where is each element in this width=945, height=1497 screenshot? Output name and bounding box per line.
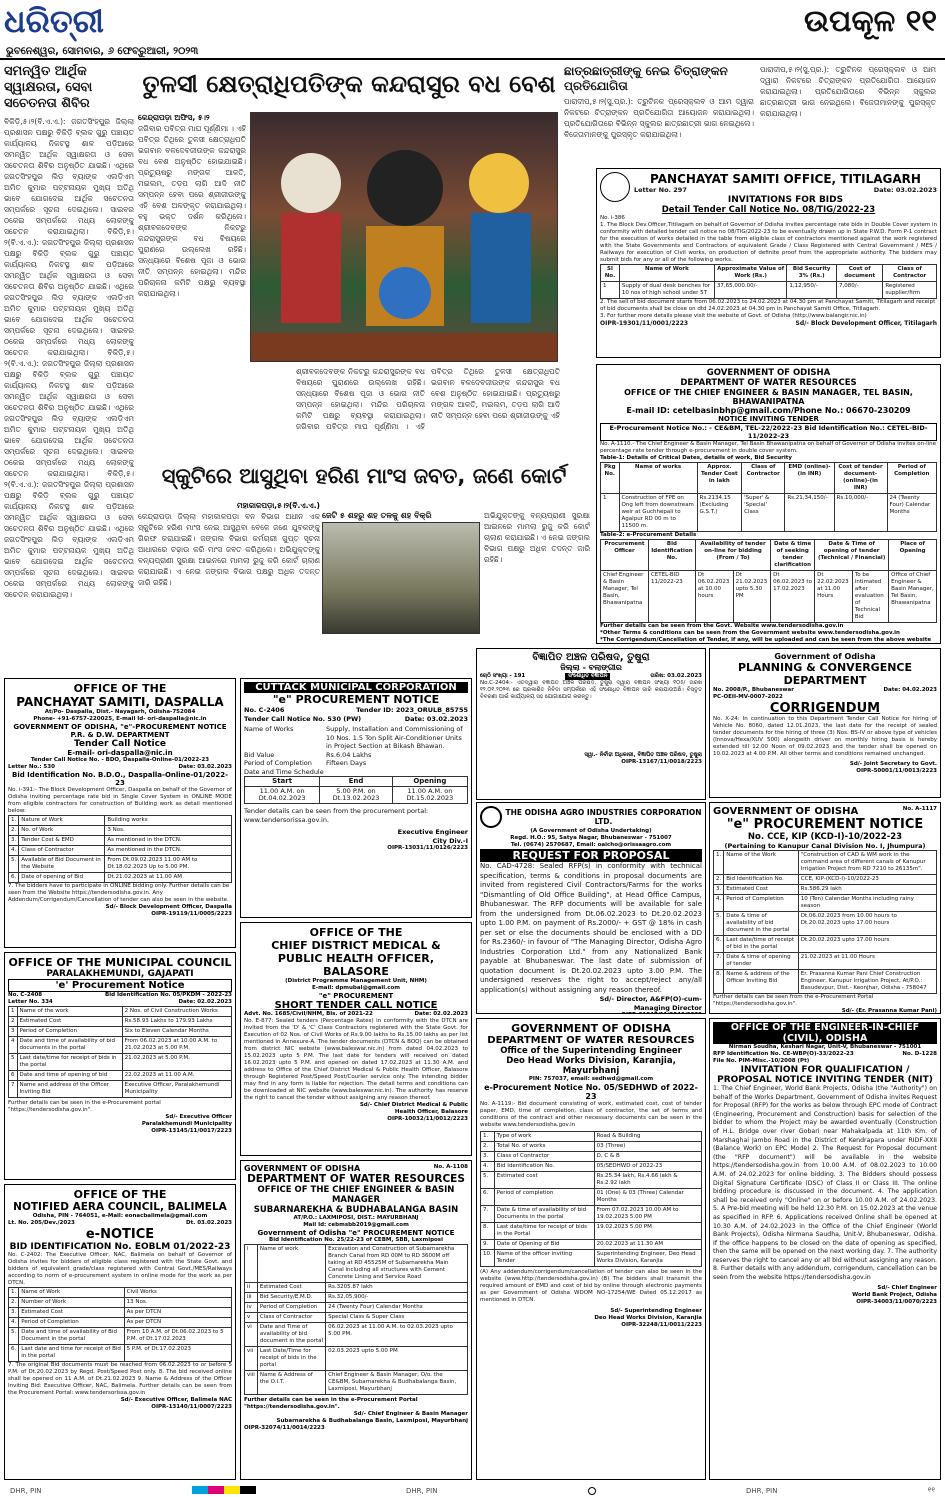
table-cell: 3 [9, 1027, 18, 1037]
dateline: ଭୁବନେଶ୍ୱର, ସୋମବାର, ୬ ଫେବ୍ରୁଆରୀ, ୨୦୨୩ [0, 44, 470, 60]
table-cell: Dt.20.02.2023 upto 17.00 hours [798, 936, 936, 953]
table-cell: Rs.2134.15 (Excluding G.S.T.) [697, 494, 742, 532]
table-cell: 1,12,950/- [787, 281, 837, 298]
ad-engineer-in-chief: OFFICE OF THE ENGINEER-IN-CHIEF (CIVIL), ODISHA Nirman Soudha, Keshari Nagar, Unit-V, Bhubaneswar - 751001 RFP Identification No. CE-WBP(O)-33/2022-23 No. D-1228 File No. PIM-Misc.-10/2008 (Pt) INVITATION FOR QUALIFICATION / PROPOSAL NOTICE INVITING TENDER (NIT) 1. The Chief Engineer, World Bank Projects, Odisha (the "Authority") on behalf of the Works Department, Government of Odisha invites Request for Proposal (RFP) for the works as below through EPC mode of Contract (Engineering, Procurement and Construction) basis for selection of the bidder to whom the Project may be awarded eventually (Construction of H.L. Bridge over river Gobari near Mahakalpada at 11th Km. of Marshaghai Jambo Road in the District of Kendrapara under RIDF-XXII (Balance Work) on EPC Mode) 2. The Request for Proposal document (the "RFP document") will be available in the website https://tendersodisha.gov.in from 10.00 A.M. of 08.02.2023 to 10.00 A.M. of 24.02.2023 for online bidding. 3. The Bidders should possess Digital Signature Certificate (DSC) of Class II or Class III. The online bidding procedure is discussed in the document. 4. The application shall be received only "Online" on or before 10.00 A.M. of 24.02.2023. 5. A Pre-bid meeting will be held 12.30 P.M. on 15.02.2023 at the venue as specified in RFP. 6. Applications received Online shall be opened at 10.30 A.M. of 24.02.2023 in the Office of the Chief Engineer (World Bank Projects), Odisha Nirmana Saudha, Unit-V, Bhubaneswar, Odisha. If the office happens to be closed on the date of opening as specified, then the same will be opened on the next working day. 7. The authority reserves the right to cancel any or all bid without assigning any reason. 8. Further details with any addendum, corrigendum, cancellation can be seen from the website https://tendersodisha.gov.in Sd/- Chief Engineer World Bank Project, Odisha OIPR-34003/11/0070/2223 [709, 1018, 941, 1480]
table-cell: 3 Nos. [105, 826, 232, 836]
table-cell: Name of the officer inviting Tender [494, 1250, 594, 1267]
table-cell: Dt 22.02.2023 at 11.00 Hours [815, 571, 853, 623]
table-cell: 7. [481, 1206, 495, 1223]
story-headline-deer-meat: ସ୍କୁଟିରେ ଆସୁଥିବା ହରିଣ ମାଂସ ଜବତ, ଜଣେ କୋର୍ଟ [161, 464, 567, 488]
table-cell: 9. [481, 1240, 495, 1250]
table-cell: Last date/time for receipt of bids in the Portal [494, 1223, 594, 1240]
table-cell: 06.02.2023 at 11.00 A.M. to 02.03.2023 upto 5.00 PM. [326, 1323, 468, 1347]
table-cell: 8. [714, 970, 724, 994]
table-cell: Rs.25.34 lakh, Rs.4.66 lakh & Rs.2.92 lakh [594, 1172, 701, 1189]
story-headline: ଛାତ୍ରଛାତ୍ରୀଙ୍କୁ ନେଇ ଚିତ୍ରାଙ୍କନ ପ୍ରତିଯୋଗିତା [564, 64, 728, 93]
table-cell: Civil Works [124, 1288, 231, 1298]
story-body: ବିକିଡ଼ି,୫।୨(ବି.ଏ.ଏ.): ଜଗତସିଂହପୁର ଜିଲ୍ଲା ପ୍ରଶାସନ ପକ୍ଷରୁ ବିକିଡ଼ି ବ୍ଲକ ଗୁରୁ ପଞ୍ଚାୟତ କାର୍ଯ୍ୟାଳୟ ନିକଟସ୍ଥ ଶାଳ ପଡ଼ିଆରେ ସମନ୍ୱିତ ଆର୍ଥିକ ସ୍ୱାକ୍ଷରତା ଓ ସେବା ସଚେତନତା ଶିବିର ଅନୁଷ୍ଠିତ ଯାଇଛି। ଏଥିରେ ଜଗତସିଂହପୁର ଲିଡ଼ ବ୍ୟାଙ୍କ ଏଲଡ଼ିଏମ ଅମିତ କୁମାର ପଟ୍ଟନାୟକ ମୁଖ୍ୟ ଅତିଥି ଭାବେ ଯୋଗଦେଇ ଆର୍ଥିକ ସଚେତନତା ସମ୍ପର୍କରେ ସୂଚନା ଦେଇଥିଲେ। ସାଇବର ଠକେଇ ସମ୍ପର୍କରେ ମଧ୍ୟ ଲୋକଙ୍କୁ ସଚେତନ କରାଯାଇଥିଲା। ବିକିଡ଼ି,୫।୨(ବି.ଏ.ଏ.): ଜଗତସିଂହପୁର ଜିଲ୍ଲା ପ୍ରଶାସନ ପକ୍ଷରୁ ବିକିଡ଼ି ବ୍ଲକ ଗୁରୁ ପଞ୍ଚାୟତ କାର୍ଯ୍ୟାଳୟ ନିକଟସ୍ଥ ଶାଳ ପଡ଼ିଆରେ ସମନ୍ୱିତ ଆର୍ଥିକ ସ୍ୱାକ୍ଷରତା ଓ ସେବା ସଚେତନତା ଶିବିର ଅନୁଷ୍ଠିତ ଯାଇଛି। ଏଥିରେ ଜଗତସିଂହପୁର ଲିଡ଼ ବ୍ୟାଙ୍କ ଏଲଡ଼ିଏମ ଅମିତ କୁମାର ପଟ୍ଟନାୟକ ମୁଖ୍ୟ ଅତିଥି ଭାବେ ଯୋଗଦେଇ ଆର୍ଥିକ ସଚେତନତା ସମ୍ପର୍କରେ ସୂଚନା ଦେଇଥିଲେ। ସାଇବର ଠକେଇ ସମ୍ପର୍କରେ ମଧ୍ୟ ଲୋକଙ୍କୁ ସଚେତନ କରାଯାଇଥିଲା। ବିକିଡ଼ି,୫।୨(ବି.ଏ.ଏ.): ଜଗତସିଂହପୁର ଜିଲ୍ଲା ପ୍ରଶାସନ ପକ୍ଷରୁ ବିକିଡ଼ି ବ୍ଲକ ଗୁରୁ ପଞ୍ଚାୟତ କାର୍ଯ୍ୟାଳୟ ନିକଟସ୍ଥ ଶାଳ ପଡ଼ିଆରେ ସମନ୍ୱିତ ଆର୍ଥିକ ସ୍ୱାକ୍ଷରତା ଓ ସେବା ସଚେତନତା ଶିବିର ଅନୁଷ୍ଠିତ ଯାଇଛି। ଏଥିରେ ଜଗତସିଂହପୁର ଲିଡ଼ ବ୍ୟାଙ୍କ ଏଲଡ଼ିଏମ ଅମିତ କୁମାର ପଟ୍ଟନାୟକ ମୁଖ୍ୟ ଅତିଥି ଭାବେ ଯୋଗଦେଇ ଆର୍ଥିକ ସଚେତନତା ସମ୍ପର୍କରେ ସୂଚନା ଦେଇଥିଲେ। ସାଇବର ଠକେଇ ସମ୍ପର୍କରେ ମଧ୍ୟ ଲୋକଙ୍କୁ ସଚେତନ କରାଯାଇଥିଲା। ବିକିଡ଼ି,୫।୨(ବି.ଏ.ଏ.): ଜଗତସିଂହପୁର ଜିଲ୍ଲା ପ୍ରଶାସନ ପକ୍ଷରୁ ବିକିଡ଼ି ବ୍ଲକ ଗୁରୁ ପଞ୍ଚାୟତ କାର୍ଯ୍ୟାଳୟ ନିକଟସ୍ଥ ଶାଳ ପଡ଼ିଆରେ ସମନ୍ୱିତ ଆର୍ଥିକ ସ୍ୱାକ୍ଷରତା ଓ ସେବା ସଚେତନତା ଶିବିର ଅନୁଷ୍ଠିତ ଯାଇଛି। ଏଥିରେ ଜଗତସିଂହପୁର ଲିଡ଼ ବ୍ୟାଙ୍କ ଏଲଡ଼ିଏମ ଅମିତ କୁମାର ପଟ୍ଟନାୟକ ମୁଖ୍ୟ ଅତିଥି ଭାବେ ଯୋଗଦେଇ ଆର୍ଥିକ ସଚେତନତା ସମ୍ପର୍କରେ ସୂଚନା ଦେଇଥିଲେ। ସାଇବର ଠକେଇ ସମ୍ପର୍କରେ ମଧ୍ୟ ଲୋକଙ୍କୁ ସଚେତନ କରାଯାଇଥିଲା। [4, 117, 134, 599]
table-cell: 20.02.2023 at 11.30 AM [594, 1240, 701, 1250]
table-cell: 19.02.2023 5.00 PM [594, 1223, 701, 1240]
table-cell: Rs.586.29 lakh [798, 885, 936, 895]
table-cell: From Dt.09.02.2023 11.00 AM to Dt.18.02.2023 Up to 5.00 PM. [105, 856, 232, 873]
table-cell: 1 [601, 494, 620, 532]
table-cell: 5 [9, 1054, 18, 1071]
table-cell: 5. [714, 912, 724, 936]
table-cell: Approximate Value of Work (Rs.) [714, 264, 786, 281]
table-cell: Name of the Work [724, 851, 799, 875]
temple-deity-photo [250, 112, 558, 362]
daspalla-table [8, 815, 232, 883]
ad-balimela-nac: OFFICE OF THE NOTIFIED AERA COUNCIL, BALIMELA Odisha, PIN - 764051, e-Mail: eonacbalimela@gmail.com Lt. No. 205/Dev./2023 Dt. 03.02.2023 e-NOTICE BID IDENTIFICATION No. EOBLM 01/2022-23 No. C-2402: The Executive Officer, NAC, Balimela on behalf of Governor of Odisha invites for bidders of eligible class registered with the State Govt. and bidders of equivalent grade/class registered with Central Govt./MES/Railways according to norm of e-procurement system in online mode for the work as per DTCN. 1. Name of Work Civil Works 2. Number of Work 13 Nos. 3. Estimated Cost As per DTCN 4. Period of Completion As per DTCN 5. Date and time of availability of Bid Document in the portal From 10 A.M. of Dt.06.02.2023 to 5 P.M. of Dt.17.02.2023 6. Last date and time for receipt of Bid in the portal 5 P.M. of Dt.17.02.2023 7. The original Bid documents must be reached from 06.02.2023 to or before 5 P.M. of Dt.20.02.2023 by Regd. Post/Speed Post only. 8. The bid received online shall be opened on 11 A.M. of Dt.21.02.2023 9. Name & Address of the Officer Inviting Bid: Executive Officer, NAC, Balimela. Further details can be seen from the Procurement Portal: www.tendersorissa.gov.in Sd/- Executive Officer, Balimela NAC OIPR-13140/11/0007/2223 [4, 1184, 236, 1480]
table-cell: 11.00 A.M. on Dt.04.02.2023 [245, 787, 320, 804]
table-cell: Date & time of opening of tender [724, 953, 799, 970]
story-headline-tulsi: ତୁଳସୀ କ୍ଷେତ୍ରାଧିପତିଙ୍କ କନ୍ଦରାସୁର ବଧ ବେଶ [142, 70, 556, 98]
table-cell: Name of works [619, 463, 697, 494]
table-cell: Cost of document [837, 264, 883, 281]
table-cell: Bid Identification No. [648, 540, 695, 571]
table-cell: Road & Building [594, 1132, 701, 1142]
table-cell: 21.02.2023 at 5.00 P.M. [122, 1054, 231, 1071]
table-cell: Class of Contractor [883, 264, 937, 281]
table-cell: 03 (Three) [594, 1142, 701, 1152]
table-cell: 5. [481, 1172, 495, 1189]
table-cell: Approx. Tender Cost in lakh [697, 463, 742, 494]
table-cell: Special Class & Super Class [326, 1313, 468, 1323]
table-cell: Estimated Cost [17, 1017, 122, 1027]
tel-basin-table-1 [600, 462, 937, 532]
table-cell: Last date/time of receipt of bid in the portal [724, 936, 799, 953]
story-body-tulsi-cont: ଶ୍ରୀବଳଦେବଙ୍କ ନିକଟରୁ କନ୍ଦରାସୁରଙ୍କ ବଧ ବିଷୟରେ ପୁରାଣରେ ଉଲ୍ଲେଖ ରହିଛି। ସନ୍ଧ୍ୟାରେ ବିଶେଷ ପୂଜା ଓ ଭୋଗ ନୀତି ସମ୍ପନ୍ନ ହୋଇଥିଲା। ମନ୍ଦିର ପରିଚାଳନା କମିଟି ପକ୍ଷରୁ ବ୍ୟବସ୍ଥା କରାଯାଇଥିଲା। ଜଗିବାର ପବିତ୍ର ମାଘ ପୂର୍ଣ୍ଣିମା । ଏହି ପବିତ୍ର ତିଥିରେ ତୁଳସୀ କ୍ଷେତ୍ରାଧିପତି ଭଗବାନ ବଳଦେବଜୀଉଙ୍କ କନ୍ଦରାସୁର ବଧ ବେଶ ଅନୁଷ୍ଠିତ ହୋଇଯାଇଛି। ପ୍ରତ୍ୟୁଷରୁ ମଙ୍ଗଳ ଆଳତି, ମଇଲମ, ତଡ଼ପ ଲାଗି ଆଦି ନୀତି ସମ୍ପନ୍ନ ହେବା ପରେ ଶ୍ରୀଜୀଉଙ୍କୁ ଏହି [296, 367, 560, 431]
table-cell: Rs.3205.87 lakh [326, 1283, 468, 1293]
table-cell: 7,080/- [837, 281, 883, 298]
table-cell: Period of Completion [257, 1303, 325, 1313]
table-cell: 5 P.M. of Dt.17.02.2023 [124, 1345, 231, 1362]
story-body-deer-cont: ଅଭିଯୁକ୍ତଙ୍କୁ ବନ୍ୟପ୍ରାଣୀ ସୁରକ୍ଷା ଆଇନରେ ମାମଲା ରୁଜୁ କରି କୋର୍ଟ ଚାଲାଣ କରାଯାଇଛି। ଏ ନେଇ ଜଙ୍ଗଲ ବିଭାଗ ପକ୍ଷରୁ ଅଧିକ ତଦନ୍ତ ଜାରି ରହିଛି। [484, 511, 590, 564]
table-cell: 37,65,000.00/- [714, 281, 786, 298]
seized-scooter-photo [322, 522, 480, 634]
story-body-tulsi: କେନ୍ଦ୍ରାପଡ଼ା ଅଫିସ, ୫।୨ ଜଗିବାର ପବିତ୍ର ମାଘ ପୂର୍ଣ୍ଣିମା । ଏହି ପବିତ୍ର ତିଥିରେ ତୁଳସୀ କ୍ଷେତ୍ରାଧିପତି ଭଗବାନ ବଳଦେବଜୀଉଙ୍କ କନ୍ଦରାସୁର ବଧ ବେଶ ଅନୁଷ୍ଠିତ ହୋଇଯାଇଛି। ପ୍ରତ୍ୟୁଷରୁ ମଙ୍ଗଳ ଆଳତି, ମଇଲମ, ତଡ଼ପ ଲାଗି ଆଦି ନୀତି ସମ୍ପନ୍ନ ହେବା ପରେ ଶ୍ରୀଜୀଉଙ୍କୁ ଏହି ବେଶ ଅଳଙ୍କୃତ କରାଯାଇଥିଲା। ବହୁ ଭକ୍ତ ଦର୍ଶନ କରିଥିଲେ। ଶ୍ରୀବଳଦେବଙ୍କ ନିକଟରୁ କନ୍ଦରାସୁରଙ୍କ ବଧ ବିଷୟରେ ପୁରାଣରେ ଉଲ୍ଲେଖ ରହିଛି। ସନ୍ଧ୍ୟାରେ ବିଶେଷ ପୂଜା ଓ ଭୋଗ ନୀତି ସମ୍ପନ୍ନ ହୋଇଥିଲା। ମନ୍ଦିର ପରିଚାଳନା କମିଟି ପକ୍ଷରୁ ବ୍ୟବସ୍ଥା କରାଯାଇଥିଲା। [138, 113, 246, 298]
table-cell: Available of Bid Document in the Website [19, 856, 105, 873]
table-cell: 21.02.2023 at 11.00 Hours [798, 953, 936, 970]
table-cell: Period of Completion [17, 1027, 122, 1037]
table-cell: Class of Contractor [19, 846, 105, 856]
table-cell: EMD (online)-(in INR) [785, 463, 834, 494]
ad-cuttack-municipal: CUTTACK MUNICIPAL CORPORATION "e" PROCUREMENT NOTICE No. C-2406 Tender ID: 2023_ORULB_85755 Tender Call Notice No. 530 (PW) Date: 03.02.2023 Name of Works Supply, Installation and Commissioning of 10 Nos. 1.5 Ton Split Air-Conditioner Units in Project Section at Bikash Bhawan. Bid Value Rs.6.04 Lakhs Period of Completion Fifteen Days Date and Time Schedule Start End Opening 11.00 A.M. on Dt.04.02.2023 5.00 P.M. on Dt.13.02.2023 11.00 A.M. on Dt.15.02.2023 Tender details can be seen from the procurement portal: www.tendersorissa.gov.in. Executive Engineer City Div.-I OIPR-13031/11/0126/2223 [240, 678, 472, 918]
registration-mark-icon [588, 1487, 596, 1495]
table-cell: viii [245, 1371, 258, 1395]
table-cell: Dt.21.02.2023 at 11.00 AM [105, 873, 232, 883]
table-cell: Estimated cost [494, 1172, 594, 1189]
table-cell: vi [245, 1323, 258, 1347]
table-cell: vii [245, 1347, 258, 1371]
table-cell: Supply of dual desk benches for 10 nos of high school under 5T [619, 281, 714, 298]
table-cell: 2 Nos. of Civil Construction Works [122, 1007, 231, 1017]
table-cell: Period of Completion [887, 463, 936, 494]
ad-nac-notice-odia: ବିଜ୍ଞାପିତ ଅଞ୍ଚଳ ପରିଷଦ, ତୁଷୁରା ଜିଲ୍ଲା - ବଲାଙ୍ଗୀର ଚୋଠି ସଂଖ୍ୟା - 191 ସଂଶୋଧିତ ବିଜ୍ଞାପନ ତାରିଖ: 03.02.2023 No.C-2404:- ଏତଦ୍ୱାରା ବିଜ୍ଞାପିତ ଅଞ୍ଚଳ ପରିଷଦ, ତୁଷୁରା ଦ୍ୱାରା ବିଜ୍ଞାପନ ସଂଖ୍ୟା ୧୦୫/ ତାରିଖ ୧୨.୦୧.୨୦୨୩ ରେ ପ୍ରକାଶିତ ନିବିଦା ସମ୍ପର୍କରେ ଏହି ସଂଶୋଧିତ ବିଜ୍ଞାପନ ଜାରି କରାଯାଉଅଛି। ବିସ୍ତୃତ ବିବରଣୀ ପାଇଁ କାର୍ଯ୍ୟାଳୟ ସହ ଯୋଗାଯୋଗ କରନ୍ତୁ। ସ୍ୱା.- ନିର୍ବାହୀ ଅଧିକାରୀ, ବିଜ୍ଞାପିତ ଅଞ୍ଚଳ ପରିଷଦ, ତୁଷୁରା OIPR-13167/11/0018/2223 [476, 648, 706, 800]
table-cell: Bid Security 3% (Rs.) [787, 264, 837, 281]
table-cell: 5. [9, 1328, 19, 1345]
table-cell: Estimated Cost [257, 1283, 325, 1293]
table-cell: Dt 06.02.2023 at 10.00 hours [695, 571, 733, 623]
table-cell: iii [245, 1293, 258, 1303]
table-cell: Chief Engineer & Basin Manager, O/o. the CE&BM, Subarnarekha & Budhabalanga Basin, Laxmiposi, Mayurbhanj [326, 1371, 468, 1395]
table-cell: 1. [714, 851, 724, 875]
table-cell: 1. [9, 1288, 19, 1298]
table-cell: Name & Address of the O.I.T. [257, 1371, 325, 1395]
table-cell: Place of Opening [889, 540, 937, 571]
ad-paralakhemundi: OFFICE OF THE MUNICIPAL COUNCIL PARALAKHEMUNDI, GAJAPATI 'e' Procurement Notice No. C-2408 Bid Identification No. 05/PKDM - 2022-23 Letter No. 334 Date: 02.02.2023 1 Name of the work 2 Nos. of Civil Construction Works 2 Estimated Cost Rs.58.93 Lakhs to 179.93 Lakhs 3 Period of Completion Six to Eleven Calendar Months 4 Date and time of availability of bid documents in the portal From 06.02.2023 at 10.00 A.M. to 21.02.2023 at 5.00 P.M. 5 Last date/time for receipt of bids in the portal 21.02.2023 at 5.00 P.M. 6 Date and time of opening of bid 22.02.2023 at 11.00 A.M. 7 Name and address of the Officer Inviting Bid Executive Officer, Paralakhemundi Municipality Further details can be seen in the e-Procurement portal "https://tendersodisha.gov.in". Sd/- Executive Officer Paralakhemundi Municipality OIPR-13145/11/0017/2223 [4, 952, 236, 1180]
table-cell: Dt.06.02.2023 from 10.00 hours to Dt.20.02.2023 upto 17.00 hours [798, 912, 936, 936]
table-cell: Start [245, 777, 320, 787]
table-cell: Date & Time of opening of tender (Technical / Financial) [815, 540, 889, 571]
table-cell: Date & time of seeking tender clarification [771, 540, 815, 571]
table-cell: Six to Eleven Calendar Months [122, 1027, 231, 1037]
ad-titilagarh: PANCHAYAT SAMITI OFFICE, TITILAGARH Letter No. 297 Date: 03.02.2023 INVITATIONS FOR BIDS Detail Tender Call Notice No. 08/TIG/2022-23 No. i-386 1. The Block Dev.Officer,Titilagarh on behalf of Governor of Odisha invites percentage rate bids in Double Cover system in conformity with detailed tender call notice no 08/TIG/2022-23 to be eventually drawn up in State P.W.D. Form P-1 contract for the execution of works detailed in the table from eligible class of contractors mentioned against the work registered with the State Governments and Contractors of equivalent Grade / Class Registered with Central Government / MES / Railways for execution of Civil works, on production of definite proof from the appropriate authority. The bidders may submit bids for any or all of the following works. Sl No. Name of Work Approximate Value of Work (Rs.) Bid Security 3% (Rs.) Cost of document Class of Contractor 1 Supply of dual desk benches for 10 nos of high school under 5T 37,65,000.00/- 1,12,950/- 7,080/- Registered supplier/firm 2. The sell of bid document starts from 06.02.2023 to 24.02.2023 at 04.30 pm at Panchayat Samiti, Titilagarh and receipt of bid documents shall be close on dtd 24.02.2023 at 04.30 pm in Panchayat Samiti Office, Titilagarh. 3. For further more details please visit the website of Govt. of Odisha (http://www.balangir.nic.in) OIPR-19301/11/0001/2223 Sd/- Block Development Officer, Titilagarh [596, 168, 941, 358]
table-cell: Date and time of availability of Bid Document in the portal [19, 1328, 124, 1345]
table-cell: Tender Cost & EMD [19, 836, 105, 846]
table-cell: Bid Security/E.M.D. [257, 1293, 325, 1303]
table-cell: Chief Engineer & Basin Manager, Tel Basin, Bhawanipatna [601, 571, 649, 623]
table-cell: 24 (Twenty Four) Calendar Months [887, 494, 936, 532]
ad-daspalla: OFFICE OF THE PANCHAYAT SAMITI, DASPALLA At/Po- Daspalla, Dist.- Nayagarh, Odisha-752084 Phone- +91-6757-220025, E-mail Id- ori-daspalla@nic.in GOVERNMENT OF ODISHA, "e"-PROCUREMENT NOTICE P.R. & D.W. DEPARTMENT Tender Call Notice E-mail- ori-daspalla@nic.in Tender Call Notice No. - BDO, Daspalla-Online-01/2022-23 Letter No.: 530 Date: 03.02.2023 Bid Identification No. B.D.O., Daspalla-Online-01/2022-23 No. i-391:- The Block Development Officer, Daspalla on behalf of the Governor of Odisha inviting percentage rate bid in Single Cover System in ONLINE MODE from eligible contractors for construction of Building work as detail mentioned below: 1. Nature of Work Building works 2. No. of Work 3 Nos. 3. Tender Cost & EMD As mentioned in the DTCN. 4. Class of Contractor As mentioned in the DTCN. 5. Available of Bid Document in the Website From Dt.09.02.2023 11.00 AM to Dt.18.02.2023 Up to 5.00 PM. 6. Date of opening of Bid Dt.21.02.2023 at 11.00 AM 7. The bidders have to participate in ONLINE bidding only. Further details can be seen from the Website https://tendersodisha.gov.in. Any Addendum/Corrigendum/Cancellation of tender can also be seen in the website. Sd/- Block Development Officer, Daspalla OIPR-19119/11/0005/2223 [4, 678, 236, 948]
table-cell: v [245, 1313, 258, 1323]
table-cell: As per DTCN [124, 1308, 231, 1318]
table-cell: Rs.10,000/- [834, 494, 887, 532]
table-cell: Type of work [494, 1132, 594, 1142]
table-cell: Registered supplier/firm [883, 281, 937, 298]
table-cell: i [245, 1245, 258, 1283]
table-cell: Pkg No. [601, 463, 620, 494]
masthead [0, 0, 945, 44]
table-cell: Building works [105, 816, 232, 826]
table-cell: 1. [9, 816, 19, 826]
balimela-table [8, 1287, 232, 1362]
table-cell: Class of Contractor [257, 1313, 325, 1323]
table-cell: 6 [9, 1071, 18, 1081]
table-cell: From 10 A.M. of Dt.06.02.2023 to 5 P.M. of Dt.17.02.2023 [124, 1328, 231, 1345]
table-cell: 05/SEDHWD of 2022-23 [594, 1162, 701, 1172]
titilagarh-table [600, 264, 937, 299]
table-cell: Period of completion [494, 1189, 594, 1206]
table-cell: 2. [9, 1298, 19, 1308]
page-footer: DHR, PIN DHR, PIN DHR, PIN ୧୧ [10, 1486, 935, 1495]
table-cell: As mentioned in the DTCN. [105, 836, 232, 846]
ad-odisha-agro: THE ODISHA AGRO INDUSTRIES CORPORATION LTD. (A Government of Odisha Undertaking) Regd. H.O.: 95, Satya Nagar, Bhubaneswar - 751007 Tel. (0674) 2570687, Email: oaicho@orissaagro.com REQUEST FOR PROPOSAL No. CAD-4728: Sealed RFP(s) in conformity with technical specification, terms & conditions in proposal documents are invited from registered Civil Contractors/Farms for the works "Dismantling of Old Office Building", at Head Office Campus, Bhubaneswar. The RFP documents will be available for sale from the undersigned from Dt.06.02.2023 to Dt.20.02.2023 upto 1.00 P.M. on payment of Rs.2000/- + GST @ 18% in cash per set or else the documents should be enclosed with a DD for Rs.2360/- in favour of "The Managing Director, Odisha Agro Industries Corporation Ltd." from any Nationalized Bank payable at Bhubaneswar. The last date of submission of quotation document is Dt.20.02.2023 upto 3.00 P.M. The undersigned reserves the right to accept/reject any/all application(s) without assigning any reason thereof. Sd/- Director, A&FP(O)-cum- Managing Director [476, 802, 706, 1014]
karanjia-table [480, 1131, 702, 1267]
table-cell: End [320, 777, 392, 787]
table-cell: Rs.21,34,150/- [785, 494, 834, 532]
table-cell: Last date/time for receipt of bids in the portal [17, 1054, 122, 1071]
ad-cdmo-balasore: OFFICE OF THE CHIEF DISTRICT MEDICAL & PUBLIC HEALTH OFFICER, BALASORE (District Programme Management Unit, NHM) E-mail: dpmubal@gmail.com "e" PROCUREMENT SHORT TENDER CALL NOTICE Advt. No. 1685/Civil/NHM, Bls. of 2021-22 Date: 02.02.2023 No. E-877: Sealed tenders (Percentage Rates) in conformity with the DTCN are invited from the 'D' & 'C' Class Contractors registered with the State Govt. for Execution of 02 Nos. of Civil Works of Rs.9.00 lakhs to Rs.15.00 lakhs as per list mentioned in Annexure-A. The tender documents (DTCN & BOQ) can be obtained from district NIC website (www.baleswar.nic.in) from dated 04.02.2023 to 15.02.2023 upto 5 P.M. The last date for tenders will received on dated 16.02.2023 upto 5 P.M. and opened on dated 17.02.2023 at 11.30 A.M. and address to Office of the Chief District Medical & Public Health Officer, Balasore through Registered Post/Speed Post/Courier service only. The intending bidder may find in any form is liable for rejection. The detail terms and conditions can be downloaded at NIC website (www.baleswar.nic.in). The authority has reserve the right to cancel the tender without assigning any reason thereof. Sd/- Chief District Medical & Public Health Officer, Balasore OIPR-10032/11/0012/2223 [240, 922, 472, 1156]
table-cell: Rs.58.93 Lakhs to 179.93 Lakhs [122, 1017, 231, 1027]
table-cell: Date and time of opening of bid [17, 1071, 122, 1081]
table-cell: 6. [714, 936, 724, 953]
table-cell: Bid Identification No. [724, 875, 799, 885]
table-cell: Excavation and Construction of Subarnarekha Branch Canal from RD 00M to RD 3600M off taking at RD 45525M of Subarnarekha Main Canal including all structures with Cement Concrete Lining and Service Road [326, 1245, 468, 1283]
table-cell: Date and Time of availability of bid document in the portal [257, 1323, 325, 1347]
table-cell: 3. [9, 836, 19, 846]
table-cell: 4. [9, 846, 19, 856]
table-cell: "Construction of CAD & WM work in the command area of different canals of Kanupur Irrigation Project from RD 7210 to 26135m". [798, 851, 936, 875]
table-cell: Opening [392, 777, 467, 787]
table-cell: Bid Identification No. [494, 1162, 594, 1172]
table-cell: Construction of FPE on Ong left from downstream weir at Guchhepali to Agalpur RD 00 m to 11500 m. [619, 494, 697, 532]
table-cell: Class of Contractor [494, 1152, 594, 1162]
table-cell: 2 [9, 1017, 18, 1027]
table-cell: Date and time of availability of bid documents in the portal [17, 1037, 122, 1054]
table-cell: Name & address of the Officer Inviting Bid [724, 970, 799, 994]
table-cell: Date & time of availability of bid document in the portal [724, 912, 799, 936]
table-cell: Number of Work [19, 1298, 124, 1308]
oaic-logo-icon [480, 806, 502, 828]
table-cell: 8. [481, 1223, 495, 1240]
story-body-deer: ମହାକାଳପଡ଼ା,୫।୨(ବି.ଏ.ଏ.) କେନ୍ଦ୍ରାପଡ଼ା ଜିଲ୍ଲା ମହାକାଳପଡ଼ା ବନ ବିଭାଗ ଅଧୀନ ଏକ ସ୍କୁଟିରେ ହରିଣ ମାଂସ ନେଇ ଆସୁଥିବା ବେଳେ ଜଣେ ଯୁବକଙ୍କୁ ଗିରଫ କରାଯାଇଛି। ଜଙ୍ଗଲ ବିଭାଗ କର୍ମଚାରୀ ଗୁପ୍ତ ସୂଚନା ଆଧାରରେ ଚଢ଼ାଉ କରି ମାଂସ ଜବତ କରିଥିଲେ। ଅଭିଯୁକ୍ତଙ୍କୁ ବନ୍ୟପ୍ରାଣୀ ସୁରକ୍ଷା ଆଇନରେ ମାମଲା ରୁଜୁ କରି କୋର୍ଟ ଚାଲାଣ କରାଯାଇଛି। ଏ ନେଇ ଜଙ୍ଗଲ ବିଭାଗ ପକ୍ଷରୁ ଅଧିକ ତଦନ୍ତ ଜାରି ରହିଛି। [138, 501, 320, 587]
table-cell: ii [245, 1283, 258, 1293]
table-cell: 24 (Twenty Four) Calendar Months [326, 1303, 468, 1313]
table-cell: 22.02.2023 at 11.00 A.M. [122, 1071, 231, 1081]
table-cell: Class of Contractor [742, 463, 785, 494]
table-cell: Date & time of availability of bid Documents in the portal [494, 1206, 594, 1223]
subarnarekha-table [244, 1244, 468, 1395]
table-cell: From 06.02.2023 at 10.00 A.M. to 21.02.2023 at 5.00 P.M. [122, 1037, 231, 1054]
table-cell: Er. Prasanna Kumar Pani Chief Construction Engineer, Kanupur Irrigation Project, At/P.O.: Basudevpur, Dist.- Keonjhar, Odisha - 758047 [798, 970, 936, 994]
table-cell: Name of work [257, 1245, 325, 1283]
table-cell: As per DTCN [124, 1318, 231, 1328]
table-cell: Estimated Cost [19, 1308, 124, 1318]
table-cell: 5.00 P.M. on Dt.13.02.2023 [320, 787, 392, 804]
table-cell: CCE, KIP-(KCD-I)-10/2022-23 [798, 875, 936, 885]
tel-basin-table-2 [600, 539, 937, 623]
table-cell: 3. [9, 1308, 19, 1318]
story-body-cont: ପାରାଦୀପ,୫।୨(ସୁ.ପ୍ର.): ତ୍ରୁଟିନକ ପ୍ରେସ୍‌କ୍ଲବ ଓ ଆମ ଦ୍ୱାରା ନିକଟରେ ଚିତ୍ରାଙ୍କନ ପ୍ରତିଯୋଗିତା ଆୟୋଜନ କରାଯାଇଥିଲା। ପ୍ରତିଯୋଗିତାରେ ବିଭିନ୍ନ ସ୍କୁଲର ଛାତ୍ରଛାତ୍ରୀ ଭାଗ ନେଇଥିଲେ। ବିଜେତାମାନଙ୍କୁ ପୁରସ୍କୃତ କରାଯାଇଥିଲା। [760, 65, 936, 118]
table-cell: Availability of tender on-line for bidding (From / To) [695, 540, 770, 571]
table-cell: 4. [714, 895, 724, 912]
table-cell: From 07.02.2023 10.00 AM to 19.02.2023 5.00 PM [594, 1206, 701, 1223]
table-cell: No. of Work [19, 826, 105, 836]
table-cell: 'Super' & 'Special' Class [742, 494, 785, 532]
newspaper-logo: ଧରିତ୍ରୀ [4, 2, 104, 40]
table-cell: Name and address of the Officer Inviting Bid [17, 1081, 122, 1098]
table-cell: 4. [481, 1162, 495, 1172]
table-cell: Rs.32,05,900/- [326, 1293, 468, 1303]
table-cell: Procurement Officer [601, 540, 649, 571]
table-cell: 01 (One) & 03 (Three) Calendar Months [594, 1189, 701, 1206]
table-cell: D, C & B [594, 1152, 701, 1162]
table-cell: 6. [481, 1189, 495, 1206]
deer-meat-photo-block: ଜେଟି ୫ ଶହରୁ ଶହ ତଳକୁ ଶହ ବିକ୍ରି [322, 510, 480, 638]
ad-planning-convergence: Government of Odisha PLANNING & CONVERGENCE DEPARTMENT No. 2008/P., Bhubaneswar Date: 04.02.2023 PC-OEII-MV-0007-2022 CORRIGENDUM No. X-24: In continuation to this Department Tender Call Notice for hiring of Vehicle No. 8060, dated 12.01.2023, the last date for the receipt of sealed tender documents for the hiring of three (3) Nos. BS-IV or above type of vehicles (Innova/Hexa/XUV 500) alongwith driver on monthly hiring basis is hereby extended till 12.00 Noon of 09.02.2023 and the tender shall be opened on 10.02.2023 at 4.00 P.M. All other terms and conditions remained unchanged. Sd/- Joint Secretary to Govt. OIPR-50001/11/0013/2223 [709, 648, 941, 798]
table-cell: Nature of Work [19, 816, 105, 826]
story-drawing-competition: ଛାତ୍ରଛାତ୍ରୀଙ୍କୁ ନେଇ ଚିତ୍ରାଙ୍କନ ପ୍ରତିଯୋଗିତା ପାରାଦୀପ,୫।୨(ସୁ.ପ୍ର.): ତ୍ରୁଟିନକ ପ୍ରେସ୍‌କ୍ଲବ ଓ ଆମ ଦ୍ୱାରା ନିକଟରେ ଚିତ୍ରାଙ୍କନ ପ୍ରତିଯୋଗିତା ଆୟୋଜନ କରାଯାଇଥିଲା। ପ୍ରତିଯୋଗିତାରେ ବିଭିନ୍ନ ସ୍କୁଲର ଛାତ୍ରଛାତ୍ରୀ ଭାଗ ନେଇଥିଲେ। ବିଜେତାମାନଙ୍କୁ ପୁରସ୍କୃତ କରାଯାଇଥିଲା। ପାରାଦୀପ,୫।୨(ସୁ.ପ୍ର.): ତ୍ରୁଟିନକ ପ୍ରେସ୍‌କ୍ଲବ ଓ ଆମ ଦ୍ୱାରା ନିକଟରେ ଚିତ୍ରାଙ୍କନ ପ୍ରତିଯୋଗିତା ଆୟୋଜନ କରାଯାଇଥିଲା। ପ୍ରତିଯୋଗିତାରେ ବିଭିନ୍ନ ସ୍କୁଲର ଛାତ୍ରଛାତ୍ରୀ ଭାଗ ନେଇଥିଲେ। ବିଜେତାମାନଙ୍କୁ ପୁରସ୍କୃତ କରାଯାଇଥିଲା। [564, 64, 936, 168]
table-cell: Last Date/Time for receipt of bids in the portal [257, 1347, 325, 1371]
story-financial-literacy [4, 64, 134, 654]
deity-illustration [251, 113, 558, 362]
table-cell: 7. [714, 953, 724, 970]
table-cell: 3. [714, 885, 724, 895]
table-cell: Period of Completion [19, 1318, 124, 1328]
table-cell: 6. [9, 873, 19, 883]
section-title: ଉପକୂଳ ୧୧ [804, 4, 937, 39]
table-cell: 7 [9, 1081, 18, 1098]
table-cell: iv [245, 1303, 258, 1313]
table-cell: Date of Opening of Bid [494, 1240, 594, 1250]
table-cell: 2. [714, 875, 724, 885]
table-cell: Date of opening of Bid [19, 873, 105, 883]
table-cell: 02.03.2023 upto 5.00 PM [326, 1347, 468, 1371]
table-cell: 2. [9, 826, 19, 836]
ad-karanjia-water-resources: GOVERNMENT OF ODISHA DEPARTMENT OF WATER RESOURCES Office of the Superintending Engineer Deo Head Works Division, Karanjia, Mayurbhanj PIN: 757037, email: sedhwd@gmail.com e-Procurement Notice No. 05/SEDHWD of 2022-23 No. A-1119:- Bid document consisting of work, estimated cost, cost of tender paper, EMD, time of completion, class of contractor, the set of terms and conditions of the contract and other necessary documents can be seen in the website www.tendersodisha.gov.in 1. Type of work Road & Building 2. Total No. of works 03 (Three) 3. Class of Contractor D, C & B 4. Bid Identification No. 05/SEDHWD of 2022-23 5. Estimated cost Rs.25.34 lakh, Rs.4.66 lakh & Rs.2.92 lakh 6. Period of completion 01 (One) & 03 (Three) Calendar Months 7. Date & time of availability of bid Documents in the portal From 07.02.2023 10.00 AM to 19.02.2023 5.00 PM 8. Last date/time for receipt of bids in the Portal 19.02.2023 5.00 PM 9. Date of Opening of Bid 20.02.2023 at 11.30 AM 10. Name of the officer inviting Tender Superintending Engineer, Deo Head Works Division, Karanjia (A) Any addendum/corrigendum/cancellation of tender can also be seen in the website (www.http://tendersodisha.gov.in) (B) The bidders shall transmit the required amount of EMD and cost of bid by online through electronic payments as per Government of Odisha WDOM NO-17254/WE Dated 05.12.2017 as mentioned in DTCN. Sd/- Superintending Engineer Deo Head Works Division, Karanjia OIPR-32248/11/0011/2223 [476, 1018, 706, 1480]
table-cell: CETEL-BID 11/2022-23 [648, 571, 695, 623]
table-cell: Dt 06.02.2023 to 17.02.2023 [771, 571, 815, 623]
ad-subarnarekha-basin: GOVERNMENT OF ODISHA No. A-1108 DEPARTMENT OF WATER RESOURCES OFFICE OF THE CHIEF ENGINEER & BASIN MANAGER SUBARNAREKHA & BUDHABALANGA BASIN AT/P.O.: LAXMIPOSI, DIST.: MAYURBHANJ Mail Id: cebmsbb2019@gmail.com Government of Odisha "e" PROCUREMENT NOTICE Bid Identification No. 25/22-23 of CEBM, SBB, Laxmiposi i Name of work Excavation and Construction of Subarnarekha Branch Canal from RD 00M to RD 3600M off taking at RD 45525M of Subarnarekha Main Canal including all structures with Cement Concrete Lining and Service Road ii Estimated Cost Rs.3205.87 lakh iii Bid Security/E.M.D. Rs.32,05,900/- iv Period of Completion 24 (Twenty Four) Calendar Months v Class of Contractor Special Class & Super Class vi Date and Time of availability of bid document in the portal 06.02.2023 at 11.00 A.M. to 02.03.2023 upto 5.00 PM. vii Last Date/Time for receipt of bids in the portal 02.03.2023 upto 5.00 PM viii Name & Address of the O.I.T. Chief Engineer & Basin Manager, O/o. the CE&BM, Subarnarekha & Budhabalanga Basin, Laxmiposi, Mayurbhanj Further details can be seen in the e-Procurement Portal "https://tendersodisha.gov.in". Sd/- Chief Engineer & Basin Manager Subarnarekha & Budhabalanga Basin, Laxmiposi, Mayurbhanj OIPR-32074/11/0014/2223 [240, 1160, 472, 1480]
ad-kanupur-irrigation: GOVERNMENT OF ODISHA No. A-1117 "e" PROCUREMENT NOTICE No. CCE, KIP (KCD-I)-10/2022-23 (Pertaining to Kanupur Canal Division No. I, Jhumpura) 1. Name of the Work "Construction of CAD & WM work in the command area of different canals of Kanupur Irrigation Project from RD 7210 to 26135m". 2. Bid Identification No. CCE, KIP-(KCD-I)-10/2022-23 3. Estimated Cost Rs.586.29 lakh 4. Period of Completion 10 (Ten) Calendar Months including rainy season 5. Date & time of availability of bid document in the portal Dt.06.02.2023 from 10.00 hours to Dt.20.02.2023 upto 17.00 hours 6. Last date/time of receipt of bid in the portal Dt.20.02.2023 upto 17.00 hours 7. Date & time of opening of tender 21.02.2023 at 11.00 Hours 8. Name & address of the Officer Inviting Bid Er. Prasanna Kumar Pani Chief Construction Engineer, Kanupur Irrigation Project, At/P.O.: Basudevpur, Dist.- Keonjhar, Odisha - 758047 Further details can be seen from the e-Procurement Portal "https://tendersodisha.gov.in". Sd/- (Er. Prasanna Kumar Pani) [709, 802, 941, 1014]
govt-emblem-icon [600, 172, 630, 202]
table-cell: 11.00 A.M. on Dt.15.02.2023 [392, 787, 467, 804]
paralakhemundi-table [8, 1006, 232, 1098]
table-cell: Period of Completion [724, 895, 799, 912]
table-cell: 10 (Ten) Calendar Months including rainy season [798, 895, 936, 912]
table-cell: Superintending Engineer, Deo Head Works Division, Karanjia [594, 1250, 701, 1267]
table-cell: Cost of tender document-(online)-(in INR) [834, 463, 887, 494]
story-headline: ସମନ୍ୱିତ ଆର୍ଥିକ ସ୍ୱାକ୍ଷରତା, ସେବା ସଚେତନତା ଶିବିର [4, 64, 93, 111]
table-cell: 13 Nos. [124, 1298, 231, 1308]
table-cell: 6. [9, 1345, 19, 1362]
table-cell: 1. [481, 1132, 495, 1142]
cuttack-schedule-table [244, 776, 468, 804]
table-cell: 3. [481, 1152, 495, 1162]
table-cell: Executive Officer, Paralakhemundi Municipality [122, 1081, 231, 1098]
table-cell: Last date and time for receipt of Bid in the portal [19, 1345, 124, 1362]
table-cell: Estimated Cost [724, 885, 799, 895]
table-cell: 4 [9, 1037, 18, 1054]
table-cell: 2. [481, 1142, 495, 1152]
table-cell: Total No. of works [494, 1142, 594, 1152]
table-cell: To be intimated after evaluation of Technical Bid [852, 571, 888, 623]
table-cell: 1 [9, 1007, 18, 1017]
table-cell: Office of Chief Engineer & Basin Manager, Tel Basin, Bhawanipatna [889, 571, 937, 623]
table-cell: 4. [9, 1318, 19, 1328]
table-cell: As mentioned in the DTCN. [105, 846, 232, 856]
table-cell: Dt 21.02.2023 upto 5.30 PM [733, 571, 771, 623]
kanupur-table [713, 850, 937, 994]
table-cell: Sl No. [601, 264, 620, 281]
table-cell: 10. [481, 1250, 495, 1267]
table-cell: 5. [9, 856, 19, 873]
ad-tel-basin: GOVERNMENT OF ODISHA DEPARTMENT OF WATER RESOURCES OFFICE OF THE CHIEF ENGINEER & BASIN MANAGER, TEL BASIN, BHAWANIPATNA E-mail ID: cetelbasinbhp@gmail.com/Phone No.: 06670-230209 NOTICE INVITING TENDER E-Procurement Notice No.: - CE&BM, TEL-22/2022-23 Bid Identification No.: CETEL-BID-11/2022-23 No. A-1110.- The Chief Engineer & Basin Manager, Tel Basin Bhawanipatna on behalf of Governor of Odisha invites on-line percentage rate tender through e-procurement in double cover system. Table-1: Details of Critical Dates, details of work, Bid Security Pkg No. Name of works Approx. Tender Cost in lakh Class of Contractor EMD (online)-(in INR) Cost of tender document-(online)-(in INR) Period of Completion 1 Construction of FPE on Ong left from downstream weir at Guchhepali to Agalpur RD 00 m to 11500 m. Rs.2134.15 (Excluding G.S.T.) 'Super' & 'Special' Class Rs.21,34,150/- Rs.10,000/- 24 (Twenty Four) Calendar Months Table-2: e-Procurement Details Procurement Officer Bid Identification No. Availability of tender on-line for bidding (From / To) Date & time of seeking tender clarification Date & Time of opening of tender (Technical / Financial) Place of Opening Chief Engineer & Basin Manager, Tel Basin, Bhawanipatna CETEL-BID 11/2022-23 Dt 06.02.2023 at 10.00 hours Dt 21.02.2023 upto 5.30 PM Dt 06.02.2023 to 17.02.2023 Dt 22.02.2023 at 11.00 Hours To be intimated after evaluation of Technical Bid Office of Chief Engineer & Basin Manager, Tel Basin, Bhawanipatna Further details can be seen from the Govt. Website www.tendersodisha.gov.in *Other Terms & conditions can be seen from the Government website www.tendersodisha.gov.in *The Corrigendum/Cancellation of Tender, if any, will be uploaded and can be seen from the above website [596, 364, 941, 644]
table-cell: Name of Work [619, 264, 714, 281]
table-cell: 1 [601, 281, 620, 298]
color-registration-bar [192, 1486, 256, 1496]
table-cell: Name of Work [19, 1288, 124, 1298]
table-cell: Name of the work [17, 1007, 122, 1017]
